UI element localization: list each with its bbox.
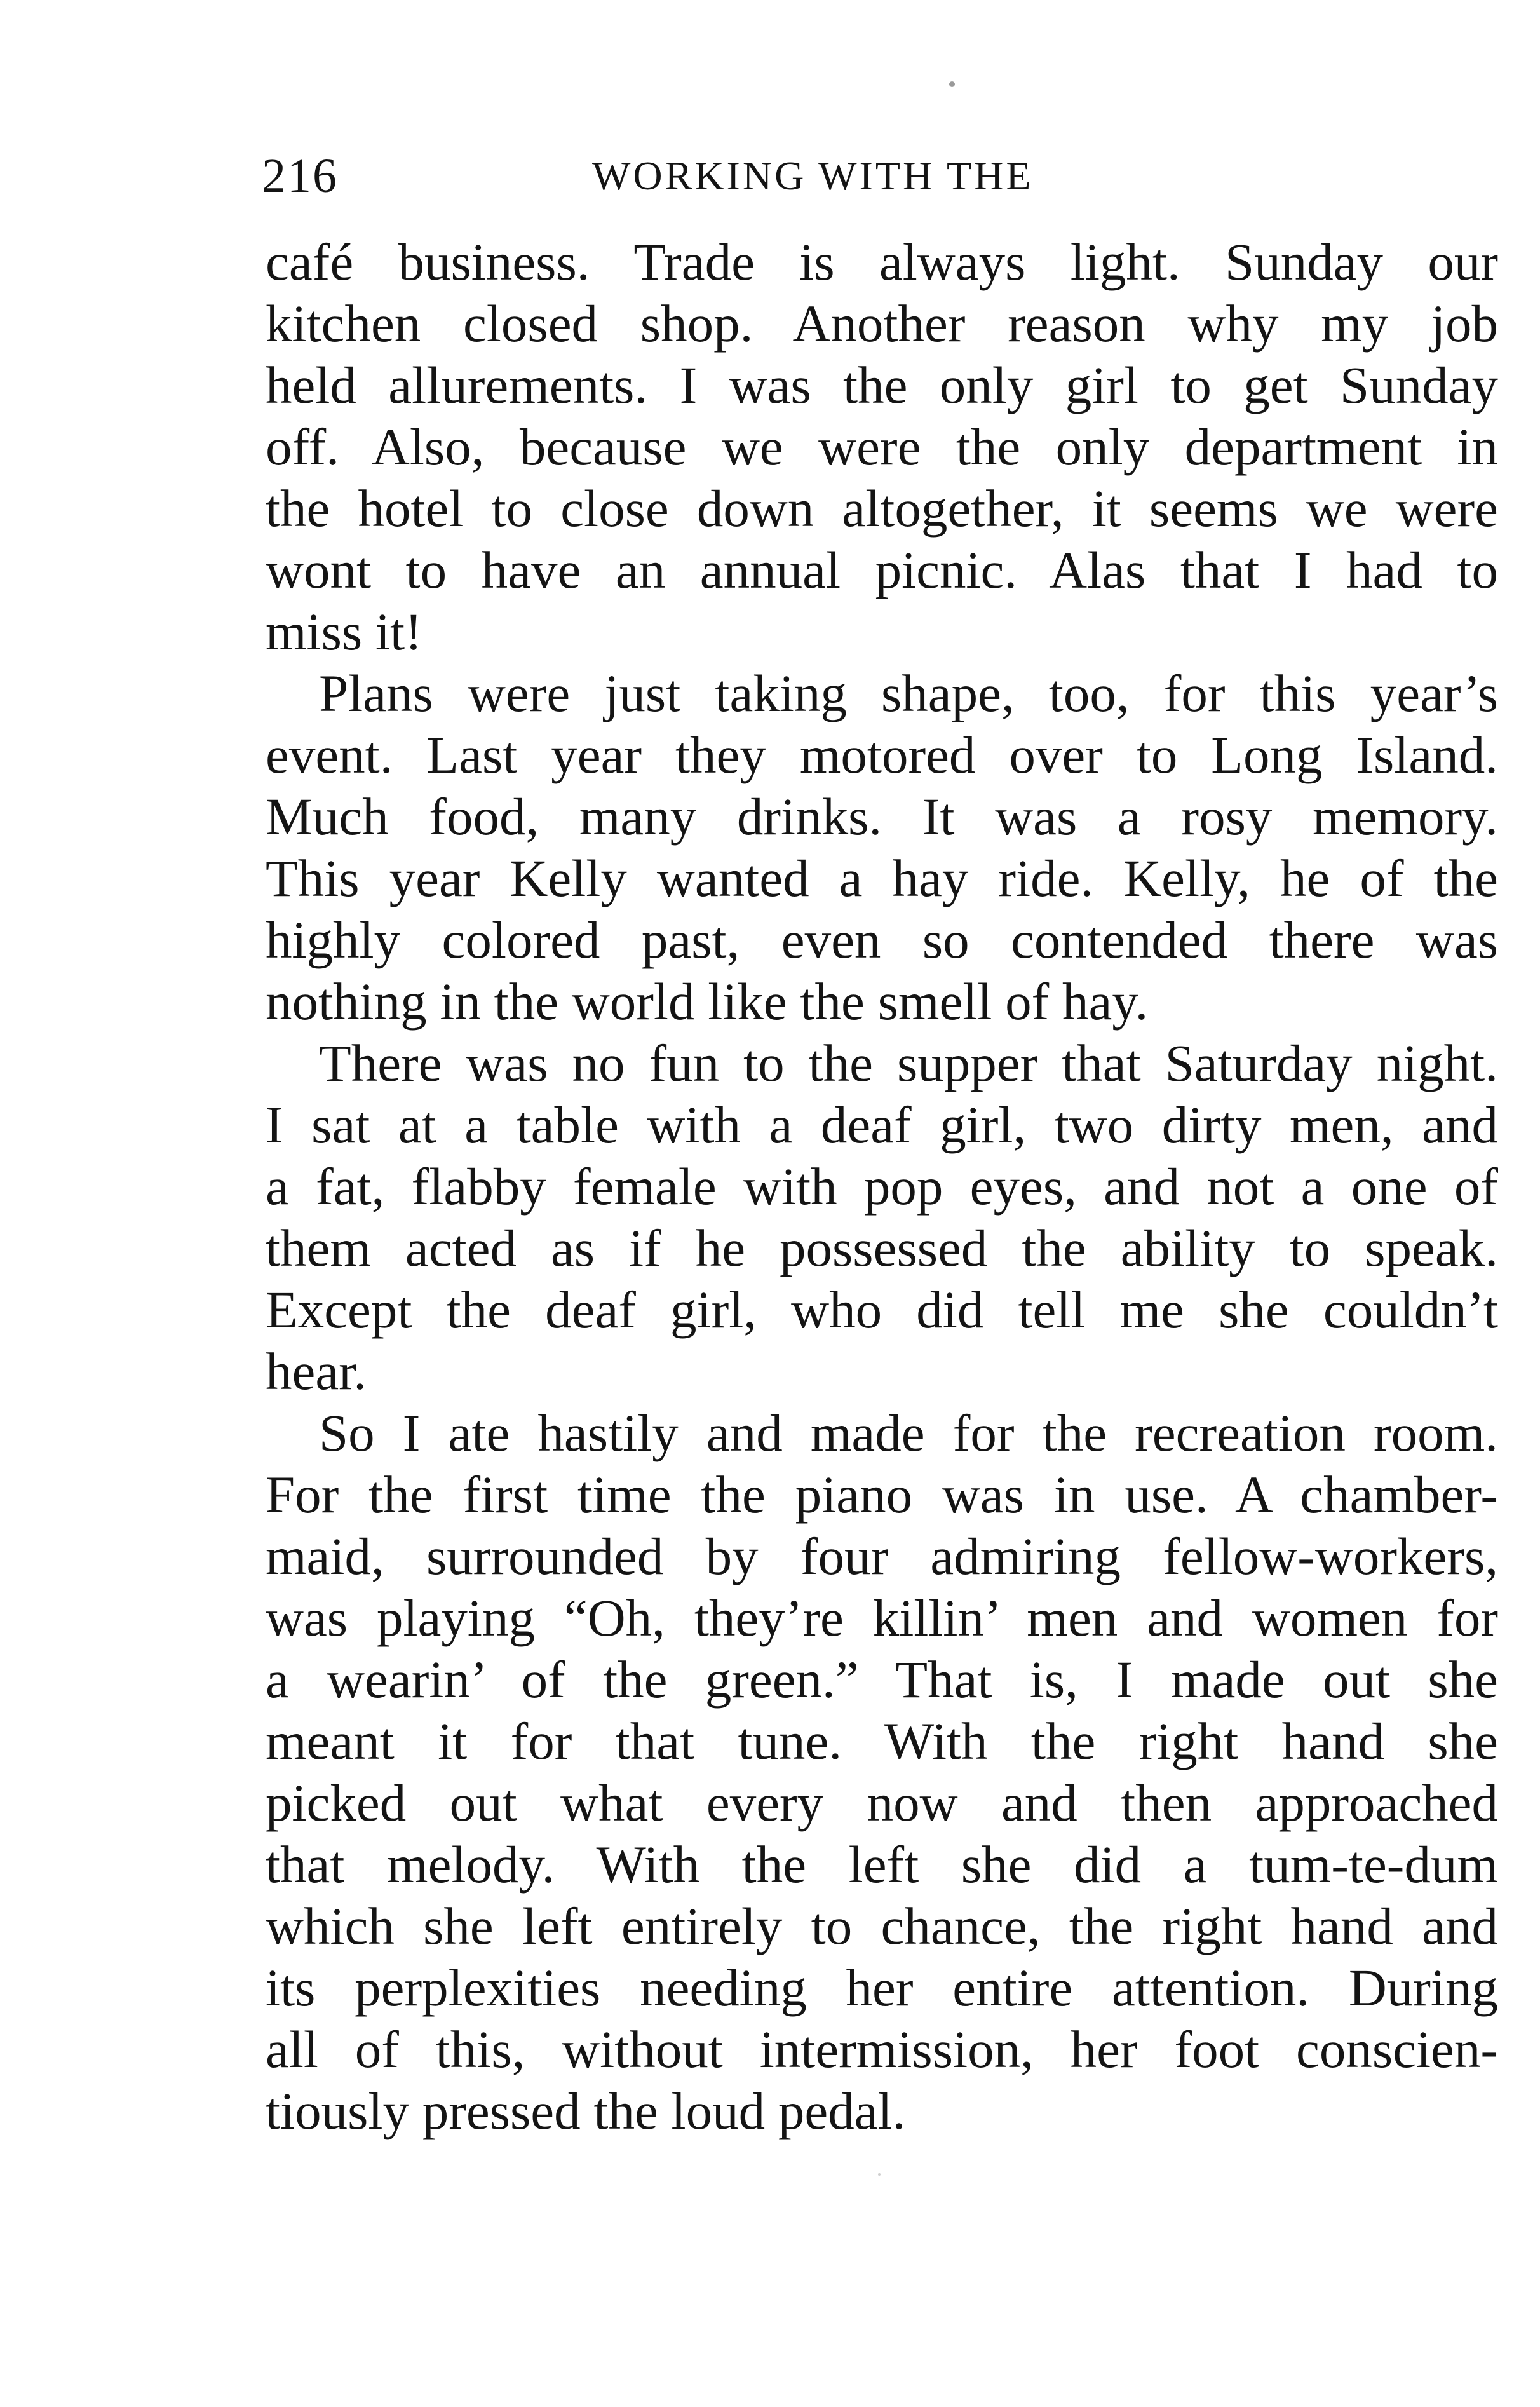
text-line: was playing “Oh, they’re killin’ men and women for bbox=[266, 1589, 1498, 1647]
text-line: I sat at a table with a deaf girl, two dirty men, and bbox=[266, 1095, 1498, 1154]
text-line: miss it! bbox=[266, 602, 422, 661]
text-line: nothing in the world like the smell of hay. bbox=[266, 972, 1149, 1031]
text-line: them acted as if he possessed the ability to speak. bbox=[266, 1219, 1498, 1277]
text-line: event. Last year they motored over to Long Island. bbox=[266, 726, 1498, 784]
running-head bbox=[262, 147, 1170, 205]
page-number: 216 bbox=[262, 149, 338, 203]
text-line: Except the deaf girl, who did tell me she couldn’t bbox=[266, 1280, 1498, 1339]
text-line: a wearin’ of the green.” That is, I made out she bbox=[266, 1650, 1498, 1709]
text-line: all of this, without intermission, her foot conscien- bbox=[266, 2020, 1498, 2078]
text-line: hear. bbox=[266, 1342, 367, 1400]
text-line: the hotel to close down altogether, it seems we were bbox=[266, 479, 1498, 538]
text-line: its perplexities needing her entire attention. During bbox=[266, 1958, 1498, 2017]
text-line: meant it for that tune. With the right hand she bbox=[266, 1712, 1498, 1770]
running-title: WORKING WITH THE bbox=[592, 153, 1034, 198]
text-line: This year Kelly wanted a hay ride. Kelly, he of the bbox=[266, 849, 1498, 907]
text-line: that melody. With the left she did a tum-te-dum bbox=[266, 1835, 1498, 1894]
paragraph-first-line: There was no fun to the supper that Saturday night. bbox=[319, 1034, 1498, 1092]
text-line: For the first time the piano was in use. A chamber- bbox=[266, 1465, 1498, 1524]
text-line: wont to have an annual picnic. Alas that I had to bbox=[266, 541, 1498, 599]
ink-speck bbox=[878, 2173, 881, 2176]
text-line: Much food, many drinks. It was a rosy memory. bbox=[266, 787, 1498, 846]
ink-speck bbox=[949, 81, 955, 87]
text-line: a fat, flabby female with pop eyes, and not a one of bbox=[266, 1157, 1498, 1216]
text-line: highly colored past, even so contended there was bbox=[266, 911, 1498, 969]
paragraph-first-line: Plans were just taking shape, too, for this year’s bbox=[319, 664, 1498, 722]
text-line: tiously pressed the loud pedal. bbox=[266, 2082, 906, 2140]
text-line: which she left entirely to chance, the right hand and bbox=[266, 1897, 1498, 1955]
text-line: maid, surrounded by four admiring fellow-workers, bbox=[266, 1527, 1498, 1585]
text-line: held allurements. I was the only girl to get Sunday bbox=[266, 356, 1498, 414]
text-line: kitchen closed shop. Another reason why my job bbox=[266, 294, 1498, 353]
text-line: picked out what every now and then approached bbox=[266, 1773, 1498, 1832]
paragraph-first-line: So I ate hastily and made for the recreation room. bbox=[319, 1404, 1498, 1462]
body-text bbox=[266, 231, 1498, 2142]
text-line: off. Also, because we were the only department in bbox=[266, 417, 1498, 476]
text-line: café business. Trade is always light. Sunday our bbox=[266, 233, 1498, 291]
